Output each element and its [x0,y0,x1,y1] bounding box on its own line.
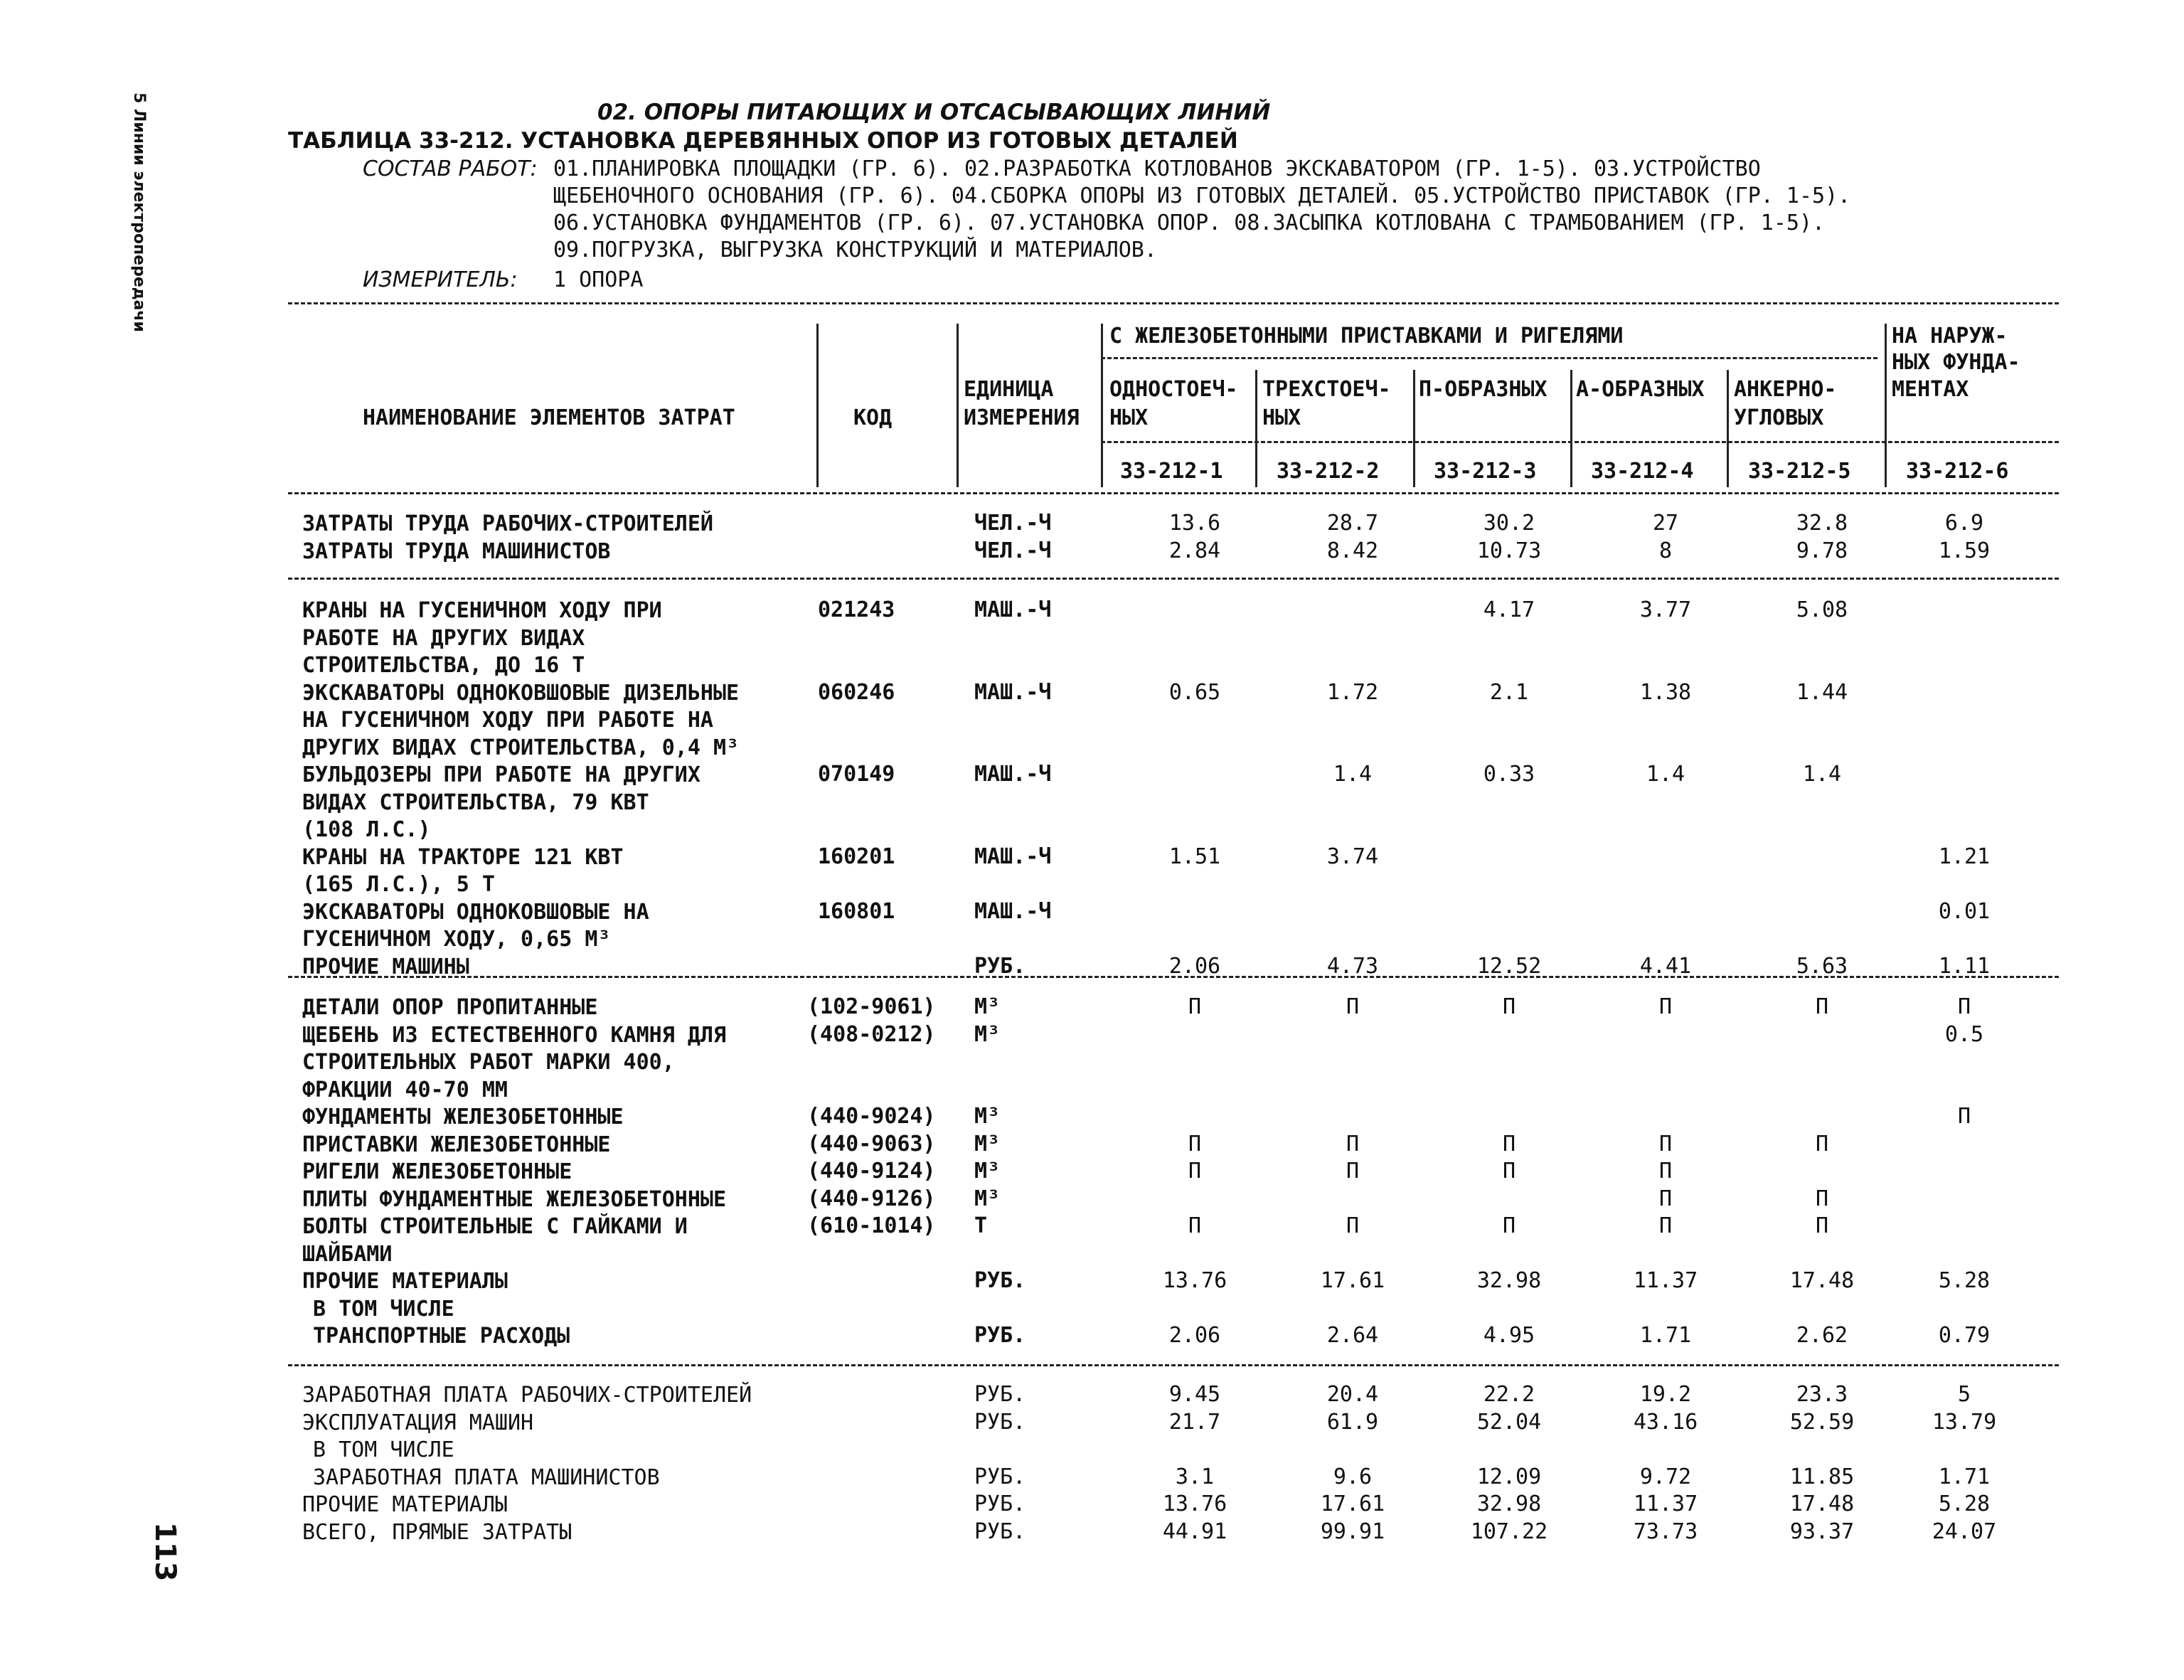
code-col-3: 33-212-3 [1434,459,1537,484]
row-name: ПРИСТАВКИ ЖЕЛЕЗОБЕТОННЫЕ [302,1132,611,1157]
subcol-1-line-1: ОДНОСТОЕЧ- [1109,377,1238,402]
row-unit: МАШ.-Ч [974,898,1052,924]
value-cell: 2.06 [1168,953,1221,979]
value-cell: 4.95 [1483,1323,1535,1348]
row-name: ГУСЕНИЧНОМ ХОДУ, 0,65 М³ [302,927,611,952]
value-cell: 10.73 [1476,538,1542,563]
value-cell: 1.4 [1802,762,1842,787]
value-cell: 6.9 [1944,511,1984,536]
row-code: 160801 [818,898,895,924]
row-code: (102-9061) [807,994,936,1019]
value-cell: 1.51 [1168,844,1221,869]
value-cell: 5 [1957,1382,1971,1407]
row-name: ПРОЧИЕ МАТЕРИАЛЫ [302,1269,508,1294]
value-cell: 73.73 [1633,1519,1698,1544]
value-cell: 12.52 [1476,953,1542,979]
composition-line-2: ЩЕБЕНОЧНОГО ОСНОВАНИЯ (ГР. 6). 04.СБОРКА ОПОРЫ ИЗ ГОТОВЫХ ДЕТАЛЕЙ. 05.УСТРОЙСТВО ПРИСТАВОК (ГР. 1-5). [553,184,1851,208]
value-cell: 3.74 [1326,844,1379,869]
row-name: РИГЕЛИ ЖЕЛЕЗОБЕТОННЫЕ [302,1159,572,1184]
vline-name-code [816,324,819,487]
value-cell: П [1188,1131,1202,1157]
row-name: ФУНДАМЕНТЫ ЖЕЛЕЗОБЕТОННЫЕ [302,1105,624,1129]
value-cell: П [1346,1213,1360,1238]
value-cell: 30.2 [1483,511,1535,536]
value-cell: 5.08 [1796,597,1848,622]
value-cell: 107.22 [1470,1519,1548,1544]
header-bottom-rule [288,492,2059,494]
vline-sub-3 [1570,370,1572,487]
header-name-col: НАИМЕНОВАНИЕ ЭЛЕМЕНТОВ ЗАТРАТ [363,405,735,430]
row-name: ЭКСПЛУАТАЦИЯ МАШИН [302,1410,534,1435]
row-unit: РУБ. [974,1382,1026,1407]
value-cell: 28.7 [1326,511,1379,536]
value-cell: 5.28 [1938,1268,1991,1293]
row-unit: РУБ. [974,1464,1026,1489]
subcol-2-line-1: ТРЕХСТОЕЧ- [1262,377,1391,402]
value-cell: 1.71 [1938,1464,1991,1489]
value-cell: 17.61 [1320,1268,1385,1293]
row-name: НА ГУСЕНИЧНОМ ХОДУ ПРИ РАБОТЕ НА [302,708,713,733]
value-cell: 13.79 [1932,1409,1997,1435]
group-rule [1101,357,1877,359]
code-col-2: 33-212-2 [1277,459,1380,484]
row-name: ПРОЧИЕ МАТЕРИАЛЫ [302,1492,508,1517]
header-group-1: С ЖЕЛЕЗОБЕТОННЫМИ ПРИСТАВКАМИ И РИГЕЛЯМИ [1109,324,1624,349]
subcol-1-line-2: НЫХ [1109,405,1149,430]
header-unit-col-2: ИЗМЕРЕНИЯ [964,405,1080,430]
value-cell: 0.33 [1483,762,1535,787]
row-name: ЗАТРАТЫ ТРУДА РАБОЧИХ-СТРОИТЕЛЕЙ [302,511,713,536]
value-cell: 52.59 [1789,1409,1855,1435]
value-cell: 44.91 [1162,1519,1227,1544]
row-unit: РУБ. [974,953,1026,979]
row-name: КРАНЫ НА ГУСЕНИЧНОМ ХОДУ ПРИ [302,598,662,623]
value-cell: 1.4 [1646,762,1685,787]
row-code: 021243 [818,597,895,622]
value-cell: 43.16 [1633,1409,1698,1435]
vline-code-unit [957,324,959,487]
row-unit: РУБ. [974,1409,1026,1435]
row-unit: РУБ. [974,1323,1026,1348]
value-cell: 27 [1652,511,1679,536]
row-name: КРАНЫ НА ТРАКТОРЕ 121 КВТ [302,844,624,870]
row-unit: РУБ. [974,1268,1026,1293]
vline-sub-2 [1413,370,1415,487]
value-cell: 11.37 [1633,1492,1698,1516]
row-unit: М³ [974,1021,1001,1047]
section-rule [288,578,2059,580]
value-cell: 99.91 [1320,1519,1385,1544]
value-cell: П [1815,1186,1829,1211]
row-name: ВСЕГО, ПРЯМЫЕ ЗАТРАТЫ [302,1519,572,1545]
composition-line-3: 06.УСТАНОВКА ФУНДАМЕНТОВ (ГР. 6). 07.УСТАНОВКА ОПОР. 08.ЗАСЫПКА КОТЛОВАНА С ТРАМБОВАНИЕМ (ГР. 1-5). [553,211,1826,235]
row-code: 060246 [818,679,895,705]
value-cell: 4.17 [1483,597,1535,622]
row-unit: М³ [974,1131,1001,1157]
value-cell: 4.73 [1326,953,1379,979]
value-cell: П [1346,1131,1360,1157]
subcol-3-line-1: П-ОБРАЗНЫХ [1419,377,1548,402]
value-cell: 5.28 [1938,1492,1991,1516]
value-cell: 12.09 [1476,1464,1542,1489]
value-cell: 20.4 [1326,1382,1379,1407]
value-cell: П [1815,1213,1829,1238]
row-name: ЗАТРАТЫ ТРУДА МАШИНИСТОВ [302,538,611,564]
value-cell: П [1658,1186,1673,1211]
value-cell: 32.98 [1476,1492,1542,1516]
code-col-1: 33-212-1 [1120,459,1223,484]
value-cell: 19.2 [1639,1382,1692,1407]
row-name: ПРОЧИЕ МАШИНЫ [302,954,469,979]
section-rule [288,1364,2059,1366]
row-code: (610-1014) [807,1213,936,1238]
row-code: (408-0212) [807,1021,936,1047]
row-name: ДЕТАЛИ ОПОР ПРОПИТАННЫЕ [302,995,598,1020]
value-cell: 23.3 [1796,1382,1848,1407]
value-cell: 9.72 [1639,1464,1692,1489]
value-cell: П [1658,994,1673,1019]
value-cell: 61.9 [1326,1409,1379,1435]
header-code-col: КОД [853,405,893,430]
row-name: В ТОМ ЧИСЛЕ [313,1437,454,1462]
row-unit: ЧЕЛ.-Ч [974,538,1052,563]
header-group-2-line-2: НЫХ ФУНДА- [1892,350,2020,375]
page-number: 113 [149,1522,181,1582]
header-group-2-line-3: МЕНТАХ [1892,377,1969,402]
row-unit: РУБ. [974,1519,1026,1544]
value-cell: 17.61 [1320,1492,1385,1516]
value-cell: 1.72 [1326,679,1379,705]
subcol-5-line-2: УГЛОВЫХ [1734,405,1824,430]
value-cell: 24.07 [1932,1519,1997,1544]
value-cell: 9.78 [1796,538,1848,563]
value-cell: П [1815,994,1829,1019]
value-cell: 0.01 [1938,898,1991,924]
side-running-title: 5 Линии электропередачи [130,92,148,332]
row-unit: РУБ. [974,1492,1026,1516]
row-unit: М³ [974,994,1001,1019]
measure-value: 1 ОПОРА [553,267,644,292]
value-cell: П [1188,1159,1202,1184]
row-name: РАБОТЕ НА ДРУГИХ ВИДАХ [302,625,585,651]
vline-unit-values [1101,324,1103,487]
value-cell: 13.6 [1168,511,1221,536]
row-unit: ЧЕЛ.-Ч [974,511,1052,536]
row-name: БОЛТЫ СТРОИТЕЛЬНЫЕ С ГАЙКАМИ И [302,1214,688,1239]
row-unit: МАШ.-Ч [974,679,1052,705]
row-unit: М³ [974,1159,1001,1184]
value-cell: 2.84 [1168,538,1221,563]
row-name: ТРАНСПОРТНЫЕ РАСХОДЫ [313,1324,570,1349]
value-cell: П [1502,1131,1516,1157]
value-cell: 32.98 [1476,1268,1542,1293]
value-cell: 17.48 [1789,1268,1855,1293]
vline-sub-1 [1255,370,1257,487]
row-code: (440-9124) [807,1159,936,1184]
measure-label: ИЗМЕРИТЕЛЬ: [363,267,518,292]
value-cell: 2.62 [1796,1323,1848,1348]
value-cell: П [1502,1213,1516,1238]
value-cell: 1.59 [1938,538,1991,563]
code-col-5: 33-212-5 [1748,459,1851,484]
value-cell: 52.04 [1476,1409,1542,1435]
value-cell: 5.63 [1796,953,1848,979]
value-cell: П [1502,1159,1516,1184]
composition-label: СОСТАВ РАБОТ: [363,156,538,181]
value-cell: 17.48 [1789,1492,1855,1516]
value-cell: 93.37 [1789,1519,1855,1544]
value-cell: 11.37 [1633,1268,1698,1293]
composition-line-4: 09.ПОГРУЗКА, ВЫГРУЗКА КОНСТРУКЦИЙ И МАТЕРИАЛОВ. [553,238,1157,262]
value-cell: 2.1 [1489,679,1529,705]
value-cell: 21.7 [1168,1409,1221,1435]
value-cell: 2.64 [1326,1323,1379,1348]
row-name: (165 Л.С.), 5 Т [302,872,495,897]
value-cell: 1.44 [1796,679,1848,705]
value-cell: 0.65 [1168,679,1221,705]
value-cell: 4.41 [1639,953,1692,979]
value-cell: 1.38 [1639,679,1692,705]
row-name: ШАЙБАМИ [302,1241,393,1267]
value-cell: 13.76 [1162,1268,1227,1293]
row-code: 070149 [818,762,895,787]
subcol-4-line-1: А-ОБРАЗНЫХ [1576,377,1705,402]
row-name: ДРУГИХ ВИДАХ СТРОИТЕЛЬСТВА, 0,4 М³ [302,735,740,760]
table-title: ТАБЛИЦА 33-212. УСТАНОВКА ДЕРЕВЯННЫХ ОПОР ИЗ ГОТОВЫХ ДЕТАЛЕЙ [288,128,1238,154]
row-name: СТРОИТЕЛЬНЫХ РАБОТ МАРКИ 400, [302,1050,675,1075]
value-cell: 1.21 [1938,844,1991,869]
value-cell: 13.76 [1162,1492,1227,1516]
value-cell: 0.79 [1938,1323,1991,1348]
row-unit: МАШ.-Ч [974,762,1052,787]
value-cell: 0.5 [1944,1021,1984,1047]
vline-group-2 [1885,324,1887,487]
row-name: ФРАКЦИИ 40-70 ММ [302,1077,508,1102]
value-cell: П [1815,1131,1829,1157]
section-title: 02. ОПОРЫ ПИТАЮЩИХ И ОТСАСЫВАЮЩИХ ЛИНИЙ [597,100,1271,125]
row-name: ЭКСКАВАТОРЫ ОДНОКОВШОВЫЕ ДИЗЕЛЬНЫЕ [302,680,740,706]
row-code: 160201 [818,844,895,869]
row-code: (440-9024) [807,1104,936,1129]
subcol-2-line-2: НЫХ [1262,405,1301,430]
code-col-6: 33-212-6 [1906,459,2009,484]
value-cell: П [1346,1159,1360,1184]
codes-rule [1101,441,2059,443]
value-cell: 9.6 [1333,1464,1373,1489]
code-col-4: 33-212-4 [1591,459,1694,484]
row-unit: МАШ.-Ч [974,597,1052,622]
value-cell: 8.42 [1326,538,1379,563]
value-cell: П [1957,994,1971,1019]
row-code: (440-9063) [807,1131,936,1157]
row-name: В ТОМ ЧИСЛЕ [313,1296,454,1322]
subcol-5-line-1: АНКЕРНО- [1734,377,1837,402]
value-cell: П [1188,1213,1202,1238]
row-name: БУЛЬДОЗЕРЫ ПРИ РАБОТЕ НА ДРУГИХ [302,762,701,787]
row-unit: Т [974,1213,988,1238]
value-cell: 11.85 [1789,1464,1855,1489]
vline-sub-4 [1727,370,1729,487]
row-name: ВИДАХ СТРОИТЕЛЬСТВА, 79 КВТ [302,790,649,815]
value-cell: 1.11 [1938,953,1991,979]
row-unit: МАШ.-Ч [974,844,1052,869]
value-cell: 9.45 [1168,1382,1221,1407]
row-name: ПЛИТЫ ФУНДАМЕНТНЫЕ ЖЕЛЕЗОБЕТОННЫЕ [302,1186,727,1212]
row-code: (440-9126) [807,1186,936,1211]
value-cell: 8 [1658,538,1673,563]
value-cell: 2.06 [1168,1323,1221,1348]
row-name: СТРОИТЕЛЬСТВА, ДО 16 Т [302,653,585,678]
value-cell: П [1346,994,1360,1019]
value-cell: П [1957,1104,1971,1129]
value-cell: 3.1 [1175,1464,1215,1489]
value-cell: П [1658,1159,1673,1184]
row-name: (108 Л.С.) [302,817,431,842]
row-unit: М³ [974,1186,1001,1211]
value-cell: 22.2 [1483,1382,1535,1407]
table-top-rule [288,302,2059,304]
value-cell: 1.71 [1639,1323,1692,1348]
row-name: ЩЕБЕНЬ ИЗ ЕСТЕСТВЕННОГО КАМНЯ ДЛЯ [302,1022,727,1048]
row-name: ЗАРАБОТНАЯ ПЛАТА МАШИНИСТОВ [313,1464,660,1490]
row-name: ЭКСКАВАТОРЫ ОДНОКОВШОВЫЕ НА [302,899,649,925]
value-cell: П [1658,1131,1673,1157]
value-cell: 32.8 [1796,511,1848,536]
value-cell: 3.77 [1639,597,1692,622]
row-name: ЗАРАБОТНАЯ ПЛАТА РАБОЧИХ-СТРОИТЕЛЕЙ [302,1383,752,1408]
value-cell: П [1188,994,1202,1019]
value-cell: П [1658,1213,1673,1238]
value-cell: П [1502,994,1516,1019]
composition-line-1: 01.ПЛАНИРОВКА ПЛОЩАДКИ (ГР. 6). 02.РАЗРАБОТКА КОТЛОВАНОВ ЭКСКАВАТОРОМ (ГР. 1-5). 03.УСТРОЙСТВО [553,156,1761,181]
header-unit-col-1: ЕДИНИЦА [964,377,1054,402]
row-unit: М³ [974,1104,1001,1129]
value-cell: 1.4 [1333,762,1373,787]
header-group-2-line-1: НА НАРУЖ- [1892,324,2008,349]
